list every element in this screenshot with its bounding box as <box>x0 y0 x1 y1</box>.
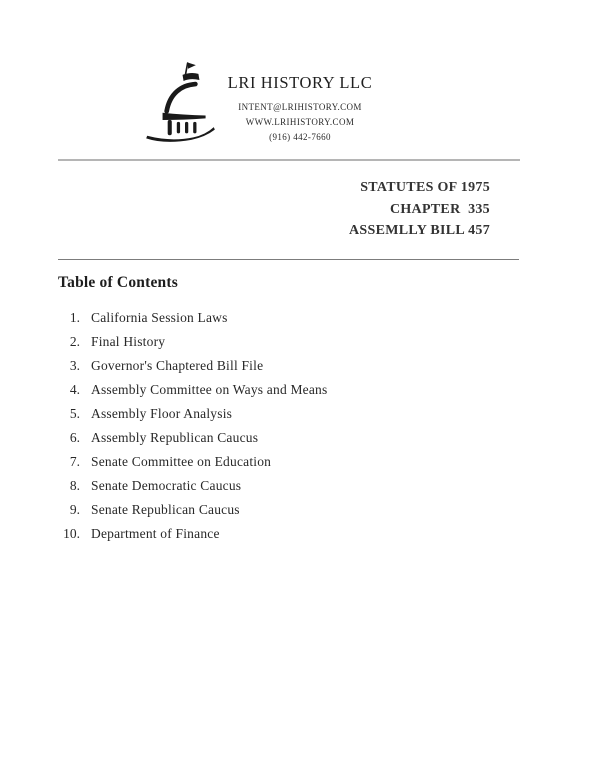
bill-reference-block <box>349 177 490 242</box>
horizontal-rule-bottom <box>58 259 519 260</box>
toc-item-number: 10. <box>63 526 80 541</box>
toc-list <box>58 306 327 546</box>
toc-item-label: Assembly Committee on Ways and Means <box>91 382 328 397</box>
toc-item-label: Assembly Floor Analysis <box>91 406 233 421</box>
statutes-line: STATUTES OF 1975 <box>360 180 490 195</box>
toc-item-label: Governor's Chaptered Bill File <box>91 358 264 373</box>
toc-item-number: 8. <box>69 478 80 493</box>
horizontal-rule-top <box>58 159 520 161</box>
assembly-bill-line: ASSEMLLY BILL 457 <box>348 223 490 238</box>
letterhead <box>205 73 395 145</box>
toc-item-label: Department of Finance <box>91 526 220 541</box>
toc-item-label: Senate Committee on Education <box>91 454 272 469</box>
toc-item <box>58 522 327 546</box>
toc-item-number: 5. <box>69 406 80 421</box>
toc-item-number: 2. <box>69 334 80 349</box>
toc-item <box>58 378 327 402</box>
contact-phone: (916) 442-7660 <box>269 132 331 142</box>
toc-item-number: 1. <box>69 310 80 325</box>
toc-title: Table of Contents <box>58 274 178 291</box>
toc-item-label: Senate Republican Caucus <box>91 502 240 517</box>
contact-website: WWW.LRIHISTORY.COM <box>245 117 355 127</box>
company-name: LRI HISTORY LLC <box>227 73 373 92</box>
toc-item <box>58 474 327 498</box>
toc-item <box>58 354 327 378</box>
toc-item-number: 9. <box>69 502 80 517</box>
toc-item <box>58 306 327 330</box>
toc-item-label: Assembly Republican Caucus <box>91 430 259 445</box>
contact-email: INTENT@LRIHISTORY.COM <box>238 102 362 112</box>
toc-item-number: 6. <box>69 430 80 445</box>
toc-item <box>58 330 327 354</box>
chapter-line: CHAPTER 335 <box>389 201 490 217</box>
toc-item <box>58 426 327 450</box>
toc-item-label: Final History <box>91 334 166 349</box>
toc-item-number: 7. <box>69 454 80 469</box>
toc-item-label: Senate Democratic Caucus <box>91 478 242 493</box>
toc-item-number: 3. <box>69 358 80 373</box>
toc-item <box>58 402 327 426</box>
toc-item-label: California Session Laws <box>91 310 228 325</box>
toc-item-number: 4. <box>69 382 80 397</box>
toc-item <box>58 450 327 474</box>
toc-item <box>58 498 327 522</box>
